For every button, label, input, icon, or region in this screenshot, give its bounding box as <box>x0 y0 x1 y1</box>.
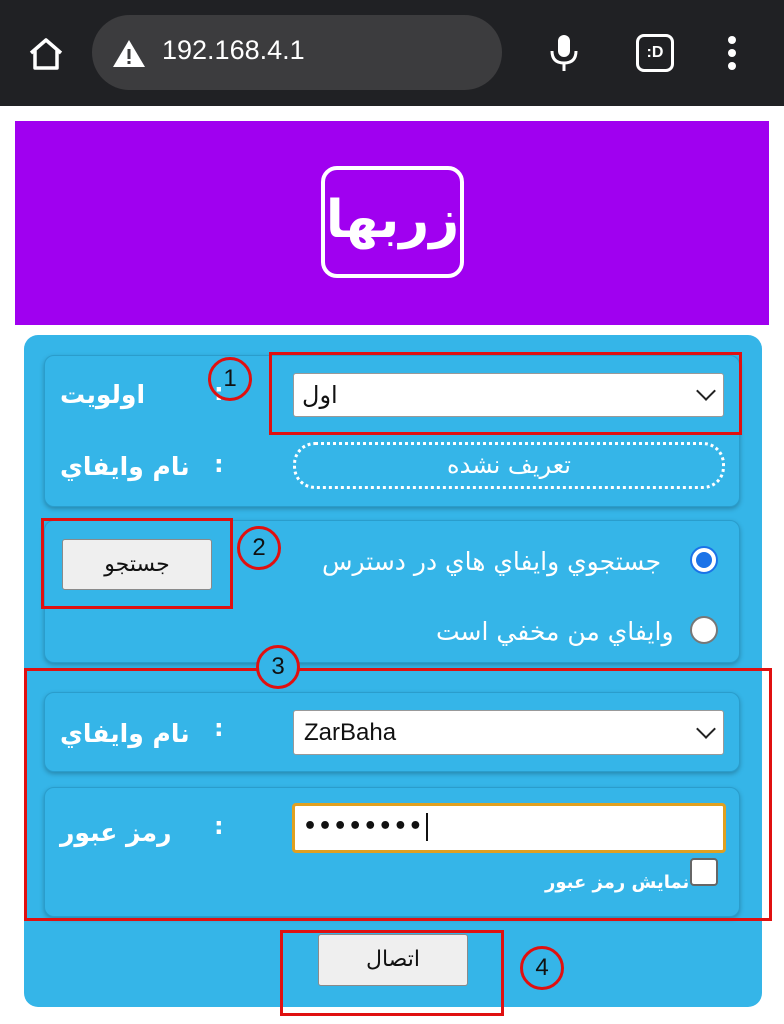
radio-search-networks[interactable] <box>690 546 718 574</box>
brand-header <box>15 121 769 325</box>
saved-wifi-value: تعريف نشده <box>293 442 725 489</box>
brand-logo: زربها <box>321 166 464 278</box>
annotation-box-3 <box>24 668 772 921</box>
saved-wifi-label: نام وايفاي <box>60 452 190 481</box>
more-vert-icon[interactable] <box>722 34 742 74</box>
annotation-number-4: 4 <box>520 946 564 990</box>
annotation-number-2: 2 <box>237 526 281 570</box>
wifi-name-colon: : <box>214 714 224 742</box>
address-bar[interactable] <box>92 15 502 90</box>
show-password-label: نمايش رمز عبور <box>545 872 690 893</box>
annotation-box-2 <box>41 518 233 609</box>
tab-switcher-icon[interactable]: :D <box>636 34 674 72</box>
radio-hidden-network-label: وايفاي من مخفي است <box>436 617 674 646</box>
url-text: 192.168.4.1 <box>162 35 305 65</box>
password-colon: : <box>214 812 224 840</box>
radio-hidden-network[interactable] <box>690 616 718 644</box>
wifi-name-label: نام وايفاي <box>60 719 190 748</box>
priority-label: اولویت <box>60 380 146 409</box>
password-label: رمز عبور <box>60 818 172 847</box>
annotation-number-1: 1 <box>208 357 252 401</box>
connect-button[interactable]: اتصال <box>318 934 468 986</box>
browser-toolbar <box>0 0 784 106</box>
password-masked-value: •••••••• <box>303 814 424 839</box>
saved-wifi-colon: : <box>214 450 224 478</box>
warning-icon[interactable] <box>112 38 146 68</box>
radio-search-networks-label: جستجوي وايفاي هاي در دسترس <box>322 547 662 576</box>
home-icon[interactable] <box>26 34 66 74</box>
priority-selected-value: اول <box>302 381 338 409</box>
priority-colon: : <box>214 378 224 406</box>
mic-icon[interactable] <box>547 33 581 73</box>
annotation-box-1 <box>269 352 742 435</box>
annotation-box-4 <box>280 930 504 1016</box>
annotation-number-3: 3 <box>256 645 300 689</box>
wifi-name-selected-value: ZarBaha <box>304 719 397 746</box>
search-button[interactable]: جستجو <box>62 539 212 590</box>
